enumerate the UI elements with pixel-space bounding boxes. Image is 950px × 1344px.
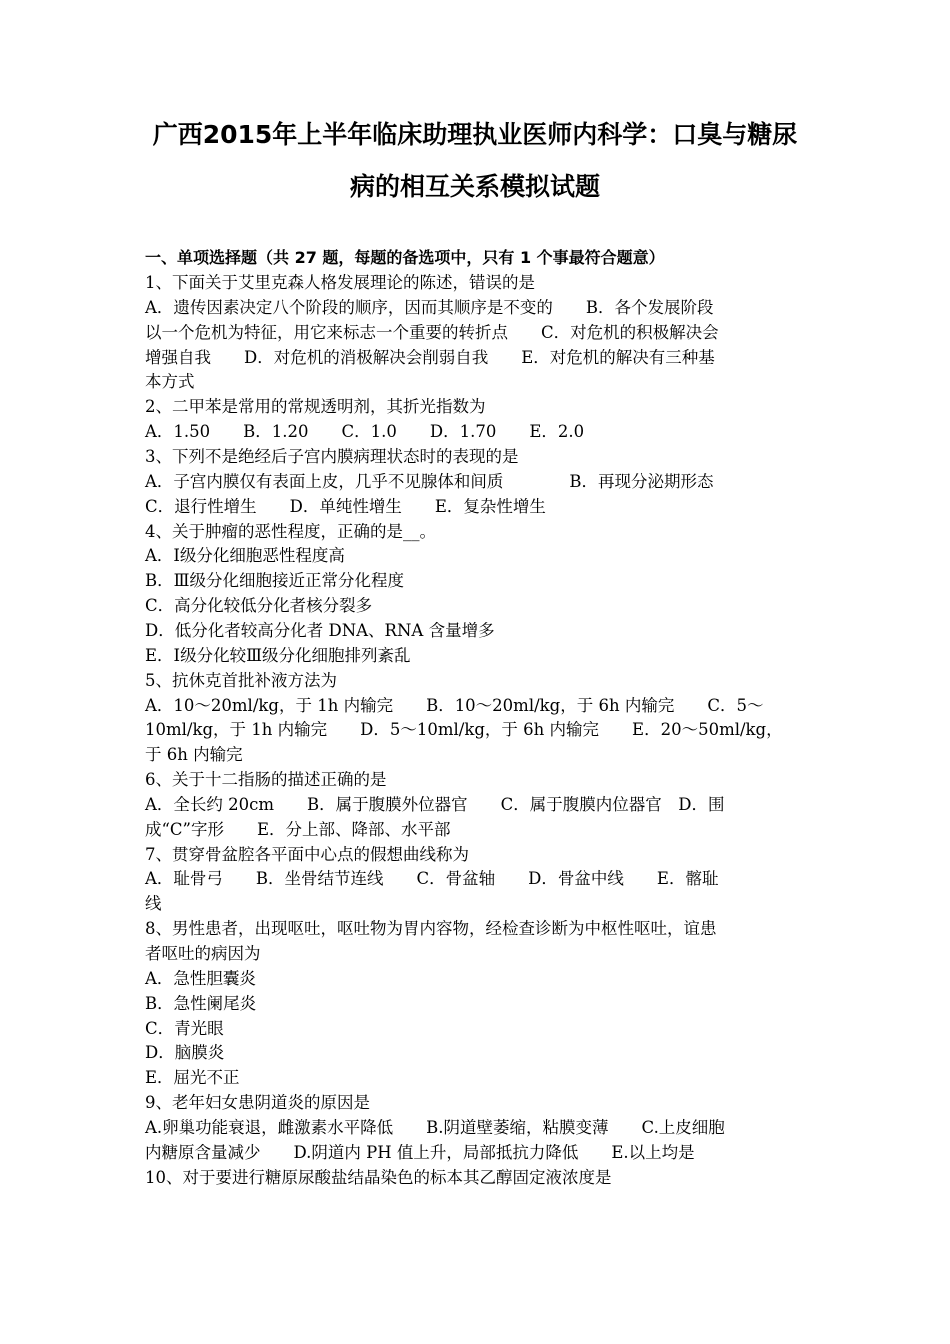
section-header: 一、单项选择题（共 27 题，每题的备选项中，只有 1 个事最符合题意） [145,248,665,267]
document-title-line-2: 病的相互关系模拟试题 [349,172,600,201]
text-line: B．急性阑尾炎 [145,993,257,1013]
text-line: 4、关于肿瘤的恶性程度，正确的是__。 [145,521,436,541]
text-line: 2、二甲苯是常用的常规透明剂，其折光指数为 [145,397,486,417]
text-line: E．Ⅰ级分化较Ⅲ级分化细胞排列紊乱 [145,645,411,665]
text-line: A．1.50 B．1.20 C．1.0 D．1.70 E．2.0 [145,422,585,442]
text-line: 1、下面关于艾里克森人格发展理论的陈述，错误的是 [145,273,535,292]
text-line: 以一个危机为特征，用它来标志一个重要的转折点 C．对危机的积极解决会 [145,322,719,342]
text-line: 10ml/kg，于 1h 内输完 D．5～10ml/kg，于 6h 内输完 E．20～50ml/kg， [145,720,783,740]
text-line: 9、老年妇女患阴道炎的原因是 [145,1093,370,1113]
text-line: C．高分化较低分化者核分裂多 [145,596,373,615]
text-line: A．耻骨弓 B．坐骨结节连线 C．骨盆轴 D．骨盆中线 E．髂耻 [145,869,719,889]
text-line: 3、下列不是绝经后子宫内膜病理状态时的表现的是 [145,447,519,466]
text-line: 10、对于要进行糖原尿酸盐结晶染色的标本其乙醇固定液浓度是 [145,1167,612,1187]
text-line: A．遗传因素决定八个阶段的顺序，因而其顺序是不变的 B．各个发展阶段 [145,297,714,317]
text-line: 增强自我 D．对危机的消极解决会削弱自我 E．对危机的解决有三种基 [145,347,715,367]
text-line: 于 6h 内输完 [145,745,243,765]
text-line: 成“C”字形 E．分上部、降部、水平部 [145,819,451,839]
document-title-line-1: 广西2015年上半年临床助理执业医师内科学：口臭与糖尿 [152,120,798,149]
text-line: A．10～20ml/kg，于 1h 内输完 B．10～20ml/kg，于 6h 内输完 C．5～ [145,695,764,715]
text-line: A．Ⅰ级分化细胞恶性程度高 [145,546,345,566]
text-line: 者呕吐的病因为 [145,944,261,963]
text-line: A．子宫内膜仅有表面上皮，几乎不见腺体和间质 B．再现分泌期形态 [145,471,714,491]
text-line: E．屈光不正 [145,1068,240,1088]
text-line: 6、关于十二指肠的描述正确的是 [145,770,387,789]
text-line: A．急性胆囊炎 [145,968,256,988]
text-line: 本方式 [145,372,195,392]
text-line: C．退行性增生 D．单纯性增生 E．复杂性增生 [145,496,546,516]
text-line: D．脑膜炎 [145,1043,225,1063]
text-line: 7、贯穿骨盆腔各平面中心点的假想曲线称为 [145,844,469,864]
text-line: C．青光眼 [145,1018,224,1038]
text-line: A.卵巢功能衰退，雌激素水平降低 B.阴道壁萎缩，粘膜变薄 C.上皮细胞 [145,1117,725,1137]
text-line: D．低分化者较高分化者 DNA、RNA 含量增多 [145,620,495,640]
text-line: 内糖原含量减少 D.阴道内 PH 值上升，局部抵抗力降低 E.以上均是 [145,1142,695,1162]
text-line: 线 [145,894,162,914]
text-line: B．Ⅲ级分化细胞接近正常分化程度 [145,571,405,591]
text-line: 5、抗休克首批补液方法为 [145,670,337,690]
text-line: 8、男性患者，出现呕吐，呕吐物为胃内容物，经检查诊断为中枢性呕吐，谊患 [145,919,717,939]
text-line: A．全长约 20cm B．属于腹膜外位器官 C．属于腹膜内位器官 D．围 [145,794,725,814]
